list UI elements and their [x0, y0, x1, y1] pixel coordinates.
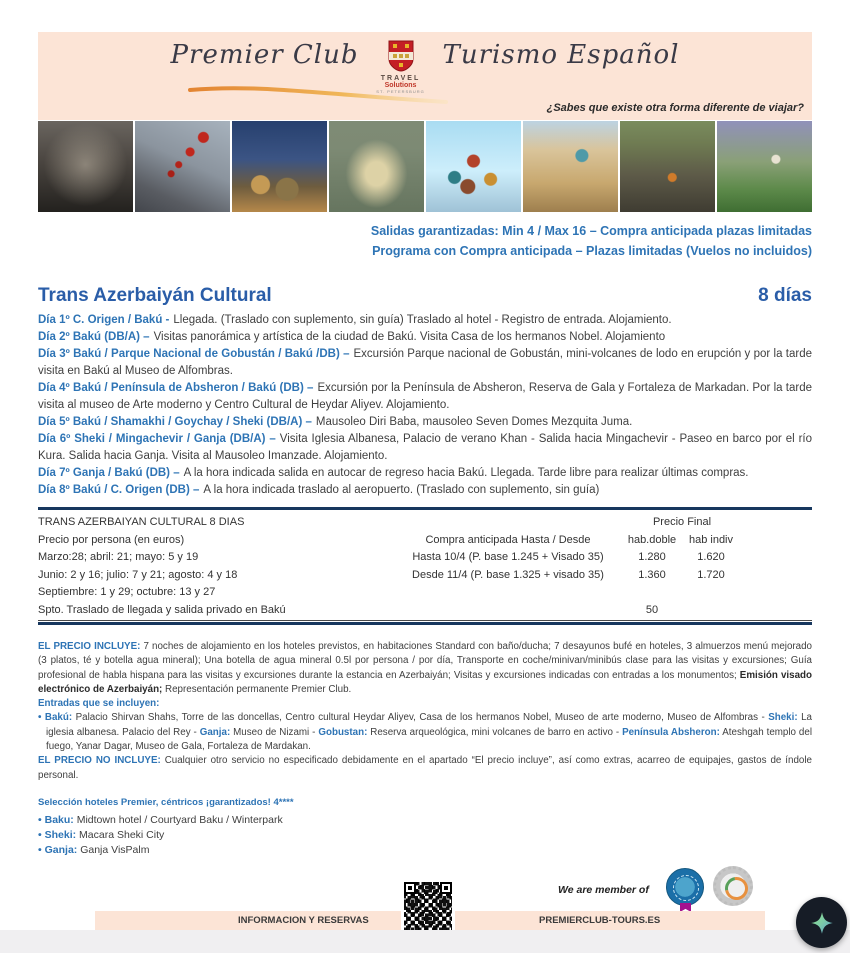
- day-text: Excursión Parque nacional de Gobustán, mini-volcanes de lodo en erupción y por la tarde visita en Bakú al Museo de Alfombras.: [38, 348, 812, 377]
- day-label: Día 7º Ganja / Bakú (DB) –: [38, 467, 180, 479]
- notice-line-2: Programa con Compra anticipada – Plazas limitadas (Vuelos no incluidos): [372, 244, 812, 258]
- day-label: Día 3º Bakú / Parque Nacional de Gobustán / Bakú /DB) –: [38, 348, 350, 360]
- city-entries: Reserva arqueológica, mini volcanes de barro en activo -: [367, 726, 623, 738]
- itinerary-day: [38, 329, 812, 346]
- hotel-names: Ganja VisPalm: [77, 843, 150, 856]
- website-link[interactable]: PREMIERCLUB-TOURS.ES: [539, 914, 661, 926]
- day-label: Día 2º Bakú (DB/A) –: [38, 331, 150, 343]
- hotels-section: [38, 797, 812, 858]
- photo-angkor-temple: [620, 121, 715, 212]
- col-header-doble: hab.doble: [627, 533, 677, 546]
- photo-st-basils: [426, 121, 521, 212]
- logo-subtext-city: ST. PETERSBURG: [376, 89, 425, 94]
- tour-title-row: [38, 285, 812, 307]
- hotel-city-label: Ganja:: [44, 843, 78, 856]
- day-text: Mausoleo Diri Baba, mausoleo Seven Domes Mezquita Juma.: [315, 416, 633, 428]
- table-row-dates: Marzo:28; abril: 21; mayo: 5 y 19: [38, 551, 199, 563]
- price-final-header: Precio Final: [652, 516, 712, 528]
- city-label-baku: Bakú:: [44, 712, 73, 724]
- city-entries: Ateshgah templo del fuego, Yanar Dagar, Museo de Gala, Fortaleza de Mardakan.: [46, 726, 813, 753]
- day-text: Visitas panorámica y artística de la ciudad de Bakú. Visita Casa de los hermanos Nobel. Alojamiento: [153, 331, 666, 343]
- tour-title: Trans Azerbaiyán Cultural: [38, 285, 272, 306]
- price-table-title: TRANS AZERBAIYAN CULTURAL 8 DIAS: [38, 516, 245, 528]
- price-not-includes-paragraph: [38, 754, 812, 783]
- city-label-absheron: Península Absheron:: [622, 726, 720, 738]
- table-row-doble: 1.360: [638, 568, 666, 581]
- bullet-icon: •: [38, 828, 42, 841]
- photo-bukhara-city: [523, 121, 618, 212]
- bullet-icon: •: [38, 843, 42, 856]
- visa-emission-bold: Emisión visado electrónico de Azerbaiyán;: [38, 669, 812, 695]
- logo-subtext-travel: TRAVEL: [380, 75, 421, 82]
- day-label: Día 6º Sheki / Mingachevir / Ganja (DB/A) –: [38, 433, 276, 445]
- day-label: Día 8º Bakú / C. Origen (DB) –: [38, 484, 200, 496]
- price-includes-paragraph: [38, 640, 812, 697]
- photo-gergeti-church: [717, 121, 812, 212]
- city-entries: Palacio Shirvan Shahs, Torre de las doncellas, Centro cultural Heydar Aliyev, Casa de los hermanos Nobel, Museo de arte moderno, Museo de Alfombras -: [72, 712, 769, 724]
- itinerary-day: [38, 465, 812, 482]
- viewer-background-strip: [0, 930, 850, 953]
- table-row-dates: Septiembre: 1 y 29; octubre: 13 y 27: [38, 586, 216, 598]
- brand-tagline: ¿Sabes que existe otra forma diferente de viajar?: [546, 102, 804, 114]
- city-entries: La iglesia albanesa. Palacio del Rey -: [46, 712, 812, 738]
- itinerary-day: [38, 482, 812, 499]
- price-not-includes-text: Cualquier otro servicio no especificado debidamente en el apartado “El precio incluye”, así como extras, acarreo de equipajes, gastos de índole personal.: [38, 755, 812, 781]
- bullet-icon: •: [38, 712, 42, 724]
- hotel-names: Midtown hotel / Courtyard Baku / Winterpark: [73, 813, 283, 826]
- city-label-gobustan: Gobustan:: [318, 726, 368, 738]
- city-label-sheki: Sheki:: [768, 712, 798, 724]
- entradas-heading: Entradas que se incluyen:: [38, 698, 160, 710]
- day-text: Visita Iglesia Albanesa, Palacio de verano Khan - Salida hacia Mingachevir - Paseo en barco por el río Kura. Salida hacia Ganja. Visita al Mausoleo Imanzade. Alojamiento.: [38, 433, 812, 462]
- entradas-paragraph: [38, 711, 812, 754]
- table-row-compra: Hasta 10/4 (P. base 1.245 + Visado 35): [412, 551, 604, 563]
- gold-swoosh-icon: [188, 82, 448, 108]
- silver-membership-seal-icon: [713, 866, 753, 906]
- hotel-city-label: Sheki:: [44, 828, 77, 841]
- city-entries: Museo de Nizami -: [230, 726, 319, 738]
- hotel-names: Macara Sheki City: [76, 828, 165, 841]
- table-bottom-border: [38, 621, 812, 625]
- photo-great-wall-lanterns: [135, 121, 230, 212]
- itinerary-day: [38, 431, 812, 465]
- day-label: Día 5º Bakú / Shamakhi / Goychay / Sheki (DB/A) –: [38, 416, 312, 428]
- day-text: Excursión por la Península de Absheron, Reserva de Gala y Fortaleza de Markadan. Por la tarde visita al museo de Arte moderno y Centro Cultural de Heydar Aliyev. Alojamiento.: [38, 382, 812, 411]
- price-includes-label: EL PRECIO INCLUYE:: [38, 641, 141, 652]
- assistant-floating-button[interactable]: [796, 897, 847, 948]
- price-table: [38, 507, 812, 625]
- price-includes-text2: Representación permanente Premier Club.: [162, 683, 352, 695]
- four-point-star-icon: [807, 908, 837, 938]
- supplement-value: 50: [623, 602, 681, 622]
- hotel-item: [38, 813, 812, 828]
- hotels-heading: Selección hoteles Premier, céntricos ¡garantizados! 4****: [38, 796, 294, 808]
- itinerary-day: [38, 346, 812, 380]
- day-label: Día 1º C. Origen / Bakú -: [38, 314, 170, 326]
- table-row-indiv: 1.720: [697, 568, 725, 581]
- tour-duration: 8 días: [758, 285, 812, 306]
- day-text: A la hora indicada salida en autocar de regreso hacia Bakú. Llegada. Tarde libre para realizar últimas compras.: [183, 467, 749, 479]
- guaranteed-departures-notice: [38, 221, 812, 261]
- bullet-icon: •: [38, 813, 42, 826]
- table-row-doble: 1.280: [638, 551, 666, 563]
- brand-name-right: Turismo Español: [442, 40, 680, 70]
- price-not-includes-label: EL PRECIO NO INCLUYE:: [38, 755, 161, 767]
- col-header-person: Precio por persona (en euros): [38, 533, 185, 546]
- itinerary-day: [38, 380, 812, 414]
- col-header-indiv: hab indiv: [688, 533, 734, 546]
- itinerary: [38, 312, 812, 499]
- information-reservations-label: INFORMACION Y RESERVAS: [238, 914, 369, 926]
- brand-name-left: Premier Club: [170, 40, 359, 70]
- itinerary-day: [38, 312, 812, 329]
- brochure-header: [38, 32, 812, 120]
- itinerary-day: [38, 414, 812, 431]
- price-includes-text: 7 noches de alojamiento en los hoteles previstos, en habitaciones Standard con baño/ducha; 7 desayunos bufé en hoteles, 3 almuerzos menú mejorado (3 platos, té y botella agua mineral); Una botella de agua mineral 0.5l por persona / por día, Transporte en coche/minivan/minibús clase para las visitas y excursiones; Guía profesional de habla hispana para las visitas y excursiones durante la estancia en Azerbaiyán; Visitas y excursiones indicadas con entradas a los monumentos;: [38, 641, 813, 681]
- table-row-indiv: 1.620: [697, 551, 725, 563]
- hotel-item: [38, 828, 812, 843]
- table-row-compra: Desde 11/4 (P. base 1.325 + visado 35): [412, 568, 604, 581]
- photo-strip: [38, 121, 812, 212]
- photo-cathedral-aerial: [329, 121, 424, 212]
- supplement-label: Spto. Traslado de llegada y salida privado en Bakú: [38, 602, 393, 622]
- brochure-page: [38, 32, 812, 953]
- photo-palace-dusk: [232, 121, 327, 212]
- table-row-dates: Junio: 2 y 16; julio: 7 y 21; agosto: 4 y 18: [38, 568, 238, 581]
- member-of-text: We are member of: [558, 883, 649, 896]
- heraldic-shield-icon: [388, 40, 414, 72]
- col-header-compra: Compra anticipada Hasta / Desde: [425, 533, 591, 546]
- conditions-section: [38, 640, 812, 783]
- day-text: Llegada. (Traslado con suplemento, sin guía) Traslado al hotel - Registro de entrada. Alojamiento.: [173, 314, 672, 326]
- hotel-item: [38, 843, 812, 858]
- photo-pilgrims-silhouette: [38, 121, 133, 212]
- city-label-ganja: Ganja:: [199, 726, 231, 738]
- blue-quality-seal-icon: [666, 868, 704, 906]
- day-label: Día 4º Bakú / Península de Absheron / Bakú (DB) –: [38, 382, 314, 394]
- day-text: A la hora indicada traslado al aeropuerto. (Traslado con suplemento, sin guía): [203, 484, 600, 496]
- notice-line-1: Salidas garantizadas: Min 4 / Max 16 – Compra anticipada plazas limitadas: [370, 224, 812, 238]
- price-table-grid: [38, 514, 812, 621]
- logo-subtext-solutions: Solutions: [384, 82, 417, 89]
- hotel-city-label: Baku:: [44, 813, 74, 826]
